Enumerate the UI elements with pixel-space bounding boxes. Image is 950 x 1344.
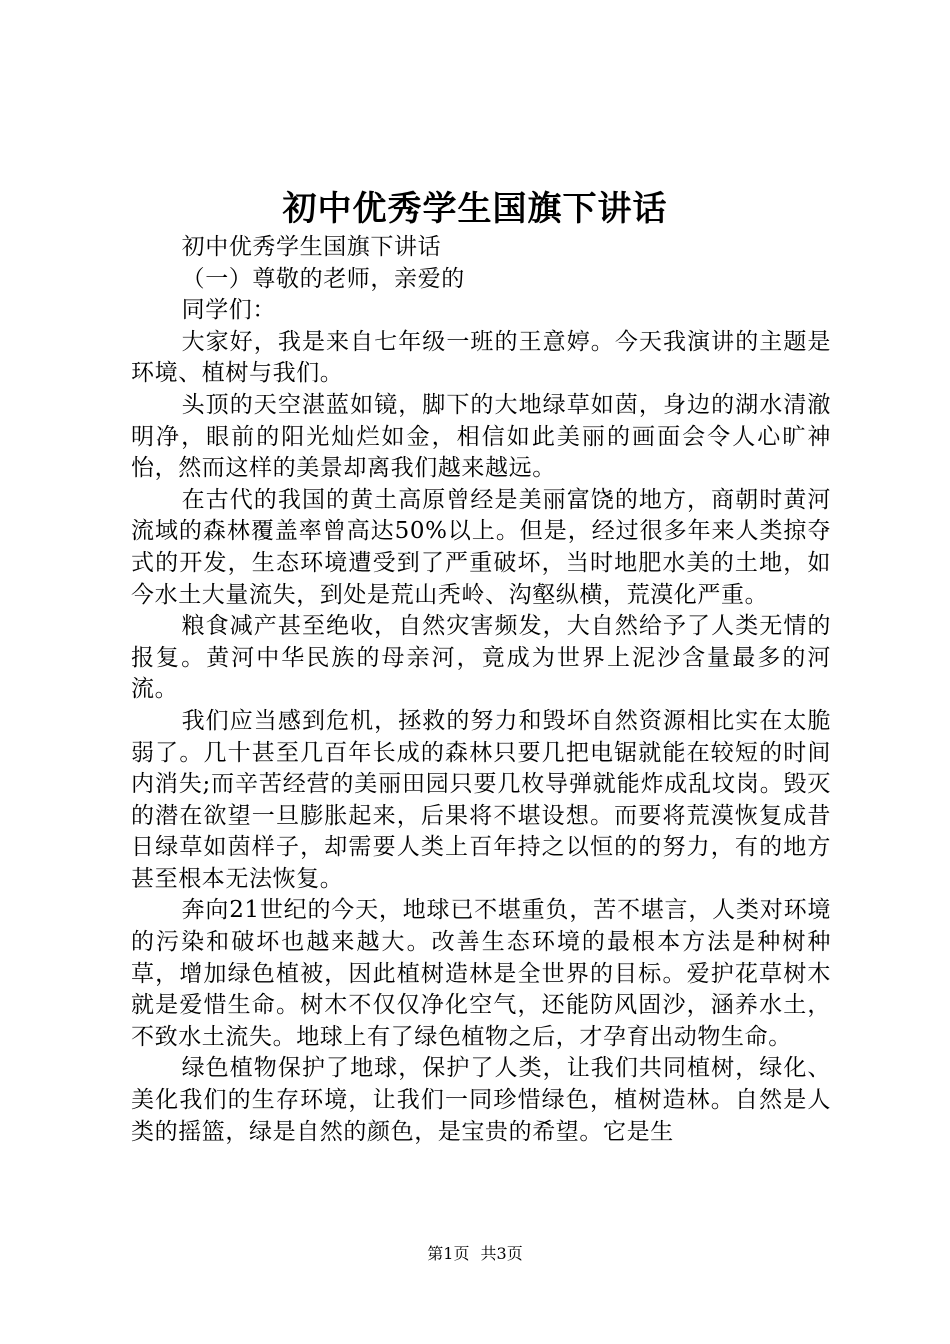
document-title: 初中优秀学生国旗下讲话 [282, 189, 668, 229]
paragraph: 粮食减产甚至绝收，自然灾害频发，大自然给予了人类无情的报复。黄河中华民族的母亲河，竟成为世界上泥沙含量最多的河流。 [131, 613, 831, 703]
paragraph-salutation: （一）尊敬的老师，亲爱的 [181, 265, 465, 292]
paragraph-subtitle: 初中优秀学生国旗下讲话 [181, 234, 442, 260]
paragraph: 绿色植物保护了地球，保护了人类，让我们共同植树，绿化、美化我们的生存环境，让我们一同珍惜绿色，植树造林。自然是人类的摇篮，绿是自然的颜色，是宝贵的希望。它是生 [131, 1055, 831, 1145]
document-body [131, 232, 831, 1148]
paragraph: 奔向21世纪的今天，地球已不堪重负，苦不堪言，人类对环境的污染和破坏也越来越大。改善生态环境的最根本方法是种树种草，增加绿色植被，因此植树造林是全世界的目标。爱护花草树木就是爱惜生命。树木不仅仅净化空气，还能防风固沙，涵养水土，不致水土流失。地球上有了绿色植物之后，才孕育出动物生命。 [131, 897, 831, 1050]
paragraph: 在古代的我国的黄土高原曾经是美丽富饶的地方，商朝时黄河流域的森林覆盖率曾高达50%以上。但是，经过很多年来人类掠夺式的开发，生态环境遭受到了严重破坏，当时地肥水美的土地，如今水土大量流失，到处是荒山秃岭、沟壑纵横，荒漠化严重。 [131, 486, 831, 608]
paragraph: 大家好，我是来自七年级一班的王意婷。今天我演讲的主题是环境、植树与我们。 [131, 328, 831, 387]
paragraph-salutation-cont: 同学们： [181, 297, 276, 324]
paragraph: 我们应当感到危机，拯救的努力和毁坏自然资源相比实在太脆弱了。几十甚至几百年长成的森林只要几把电锯就能在较短的时间内消失;而辛苦经营的美丽田园只要几枚导弹就能炸成乱坟岗。毁灭的潜在欲望一旦膨胀起来，后果将不堪设想。而要将荒漠恢复成昔日绿草如茵样子，却需要人类上百年持之以恒的的努力，有的地方甚至根本无法恢复。 [131, 707, 831, 892]
paragraph: 头顶的天空湛蓝如镜，脚下的大地绿草如茵，身边的湖水清澈明净，眼前的阳光灿烂如金，相信如此美丽的画面会令人心旷神怡，然而这样的美景却离我们越来越远。 [131, 391, 831, 482]
page-total: 共3页 [480, 1244, 523, 1263]
page-number: 第1页 [427, 1244, 470, 1263]
page-footer [0, 1243, 950, 1265]
